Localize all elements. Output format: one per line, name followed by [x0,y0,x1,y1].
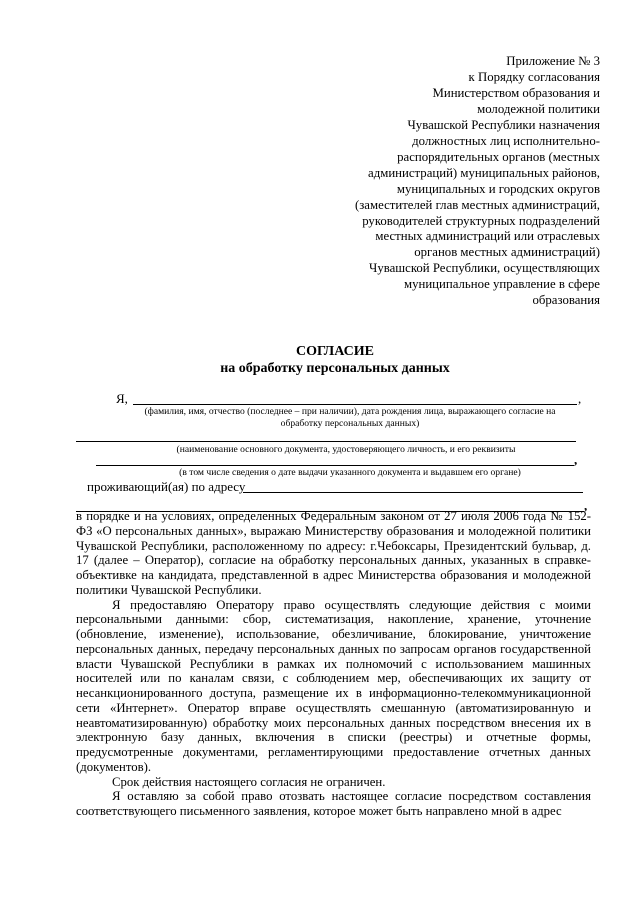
address-label: проживающий(ая) по адресу [87,479,246,494]
line5-comma: , [584,498,588,513]
full-name-field-line[interactable] [133,404,577,405]
appendix-line: Чувашской Республики, осуществляющих [369,261,600,276]
appendix-header [300,54,600,309]
title-subtitle: на обработку персональных данных [220,361,450,376]
consent-paragraph: Срок действия настоящего согласия не ограничен. [112,774,386,789]
appendix-line: муниципальное управление в сфере [403,277,600,292]
appendix-line: Приложение № 3 [506,54,600,68]
appendix-line: распорядительных органов (местных [397,149,600,164]
appendix-line: к Порядку согласования [468,69,600,84]
document-details-field-line[interactable] [96,465,574,466]
i-label: Я, [116,391,128,406]
document-title [0,343,640,377]
appendix-line: Чувашской Республики назначения [407,117,600,132]
appendix-line: Министерством образования и [432,85,600,100]
address-field-line[interactable] [243,492,583,493]
identity-document-hint: (наименование основного документа, удостоверяющего личность, и его реквизиты [176,444,516,455]
consent-paragraph: Я предоставляю Оператору право осуществлять следующие действия с моими персональными данными: сбор, систематизация, накопление, хранение, уточнение (обновление, изменение), использование, обезличивание, блокирование, уничтожение персональных данных, передачу персональных данных по запросам органов государственной власти Чувашской Республики в рамках их полномочий с использованием машинных носителей или по каналам связи, с соблюдением мер, обеспечивающих их защиту от несанкционированного доступа, размещение их в информационно-телекоммуникационной сети «Интернет». Оператор вправе осуществлять смешанную (автоматизированную и неавтоматизированную) обработку моих персональных данных посредством внесения их в электронную базу данных, включения в списки (реестры) и отчетные формы, предусмотренные документами, регламентирующими предоставление отчетных данных (документов). [76,597,591,774]
document-details-hint: (в том числе сведения о дате выдачи указанного документа и выдавшем его органе) [179,467,521,478]
line3-comma: , [574,452,578,467]
consent-body [76,509,591,819]
appendix-line: молодежной политики [477,101,600,116]
appendix-line: органов местных администраций) [414,245,600,260]
appendix-line: образования [532,293,600,308]
consent-paragraph: Я оставляю за собой право отозвать настоящее согласие посредством составления соответствующего письменного заявления, которое может быть направлено мной в адрес [76,789,591,818]
appendix-line: местных администраций или отраслевых [375,229,600,244]
i-comma: , [578,391,582,406]
title-main: СОГЛАСИЕ [296,344,374,359]
appendix-line: должностных лиц исполнительно- [412,133,600,148]
appendix-line: администраций) муниципальных районов, [368,165,600,180]
hint-line: обработку персональных данных) [280,417,420,429]
appendix-line: (заместителей глав местных администраций, [354,197,600,212]
identity-document-field-line[interactable] [76,441,576,442]
appendix-line: муниципальных и городских округов [396,181,600,196]
full-name-hint [100,406,600,429]
consent-paragraph: в порядке и на условиях, определенных Федеральным законом от 27 июля 2006 года № 152-ФЗ «О персональных данных», выражаю Министерству образования и молодежной политики Чувашской Республики, расположенному по адресу: г.Чебоксары, Президентский бульвар, д. 17 (далее – Оператор), согласие на обработку персональных данных, указанных в справке-объективке на кандидата, представленной в адрес Министерства образования и молодежной политики Чувашской Республики. [76,509,591,597]
hint-line: (фамилия, имя, отчество (последнее – при наличии), дата рождения лица, выражающего согласие на [144,406,556,417]
appendix-line: руководителей структурных подразделений [362,213,600,228]
